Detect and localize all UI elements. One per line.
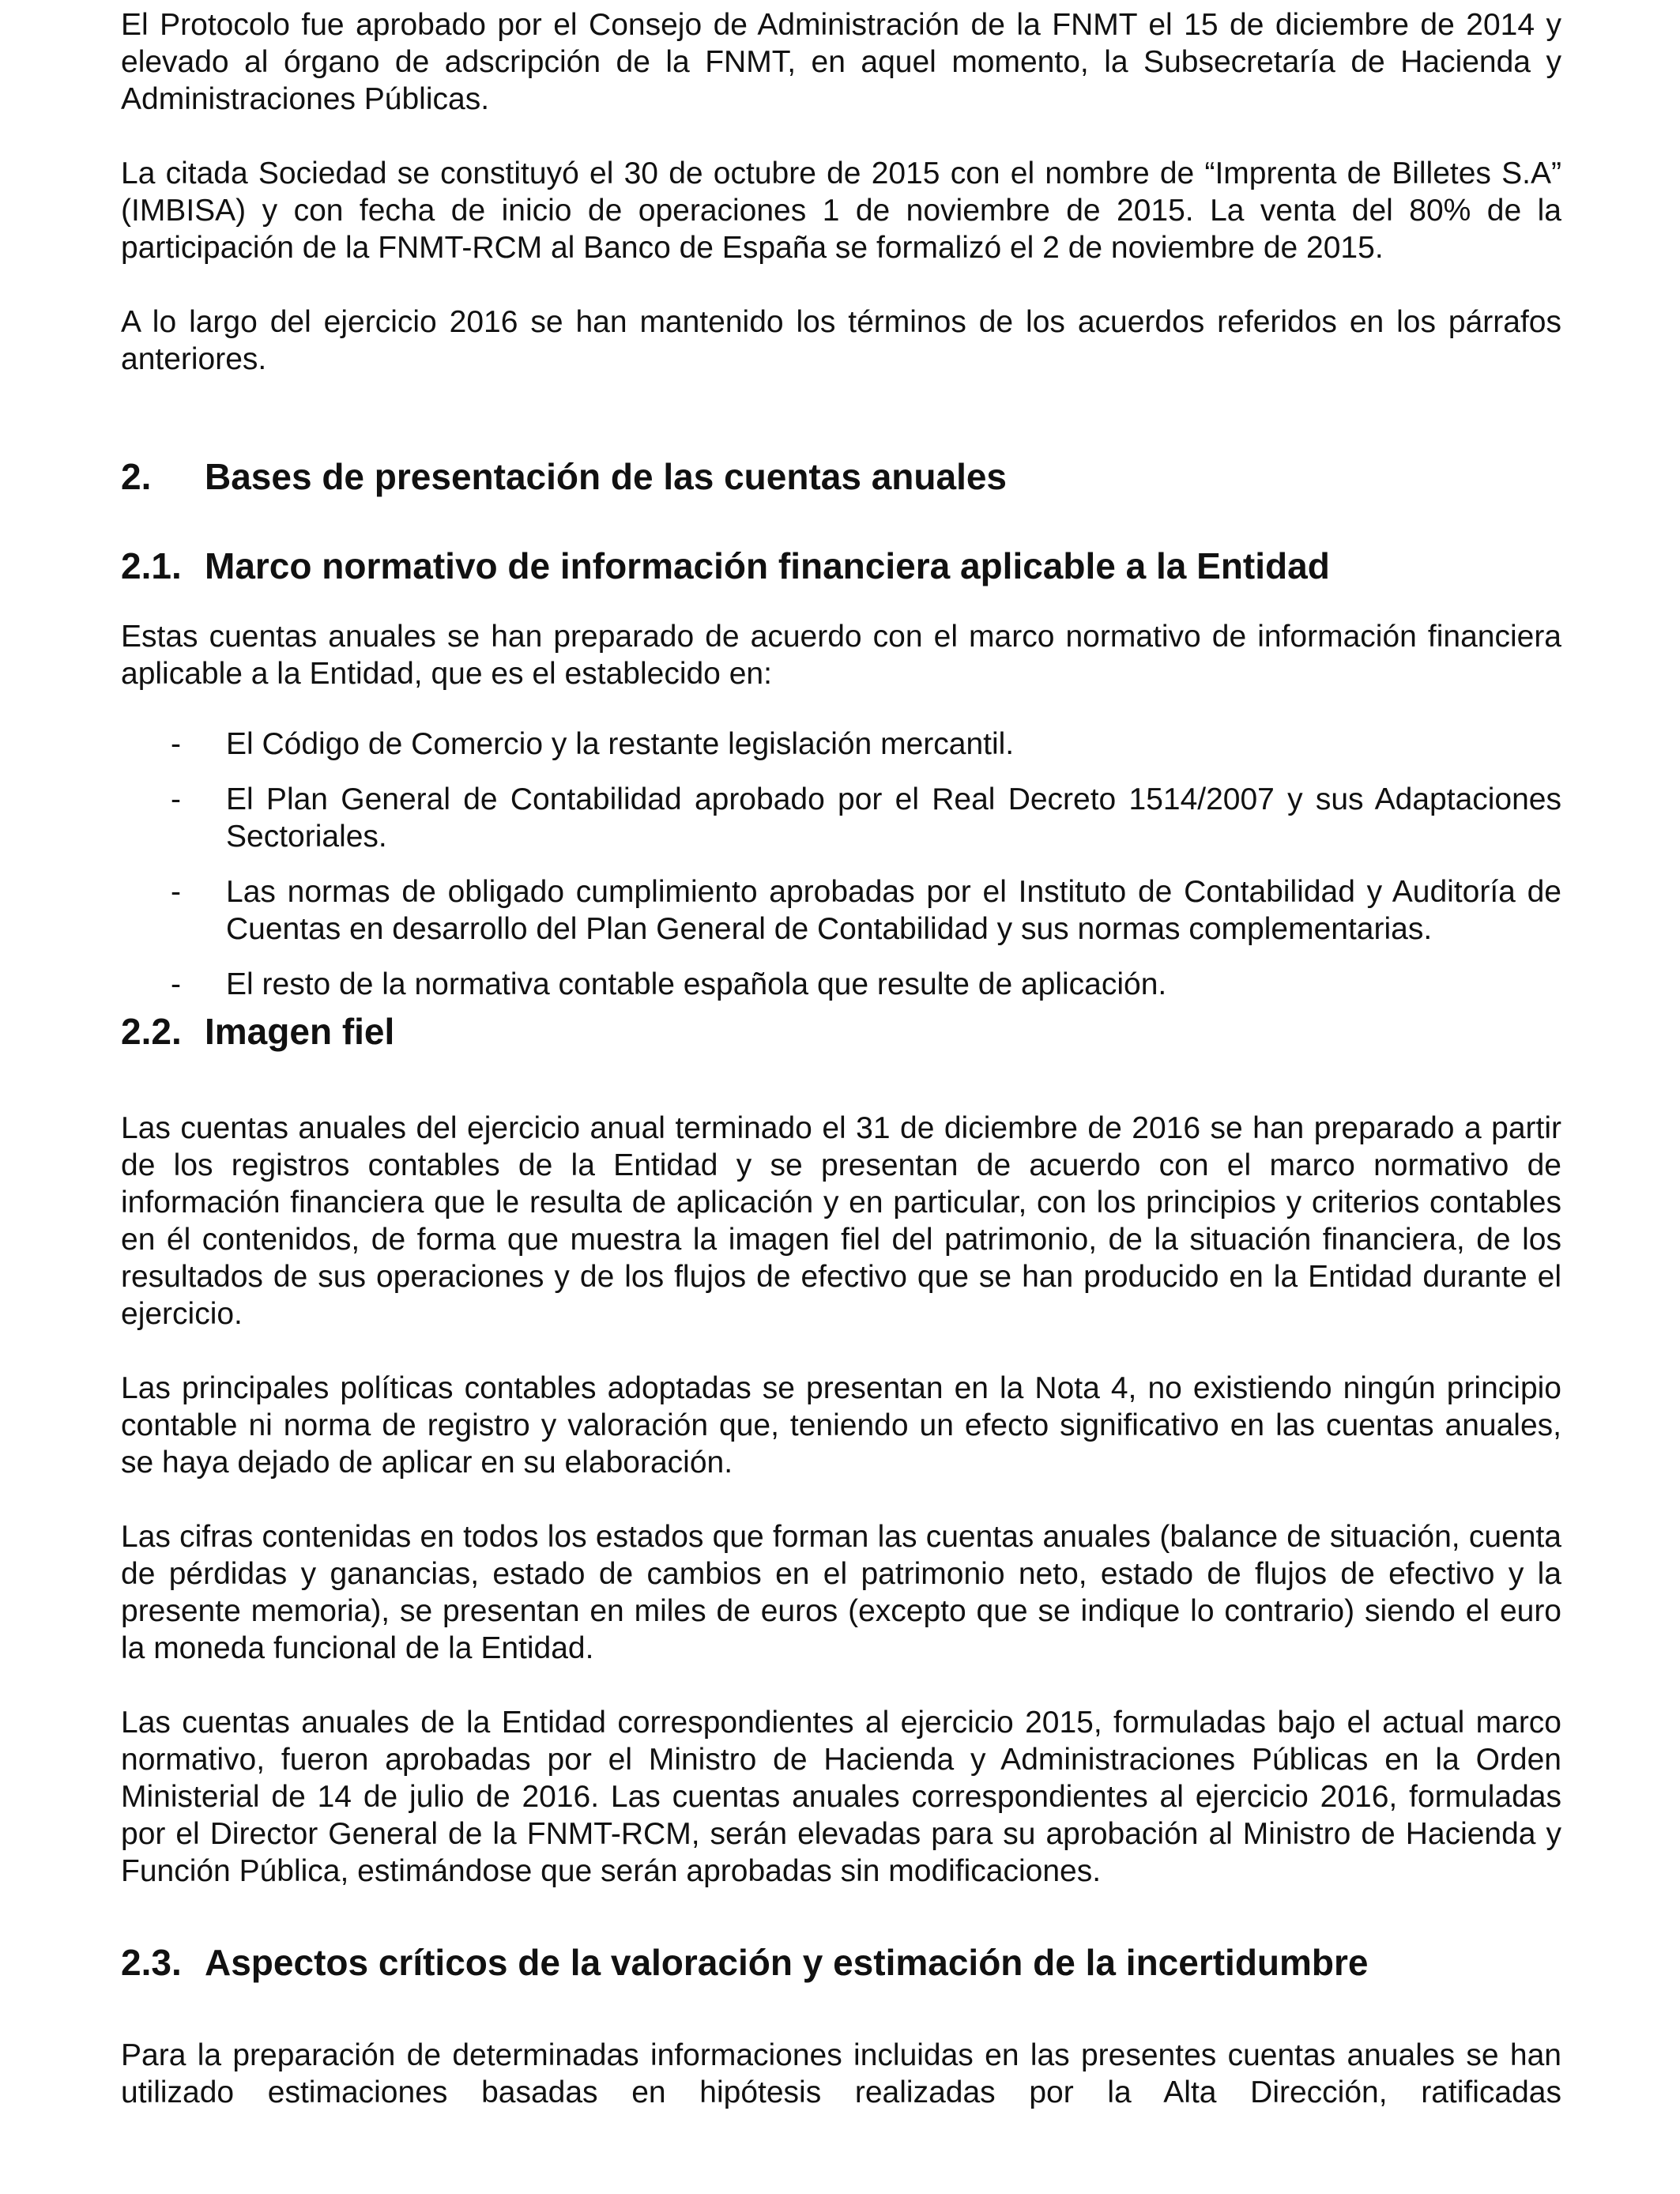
dash-bullet: - <box>171 727 181 761</box>
section-title: Imagen fiel <box>205 1011 395 1052</box>
paragraph-imagen-fiel-4: Las cuentas anuales de la Entidad correspondientes al ejercicio 2015, formuladas bajo el actual marco normativo, fueron aprobadas por el Ministro de Hacienda y Administraciones Públicas en la Orden Ministerial de 14 de julio de 2016. Las cuentas anuales correspondientes al ejercicio 2016, formuladas por el Director General de la FNMT-RCM, serán elevadas para su aprobación al Ministro de Hacienda y Función Pública, estimándose que serán aprobadas sin modificaciones. <box>121 1706 1561 1888</box>
paragraph-imagen-fiel-2: Las principales políticas contables adoptadas se presentan en la Nota 4, no existiendo ningún principio contable ni norma de registro y valoración que, teniendo un efecto significativo en las cuentas anuales, se haya dejado de aplicar en su elaboración. <box>121 1371 1561 1480</box>
dash-bullet: - <box>171 967 181 1001</box>
list-item-text: Las normas de obligado cumplimiento aprobadas por el Instituto de Contabilidad y Auditoría de Cuentas en desarrollo del Plan General de Contabilidad y sus normas complementarias. <box>226 875 1561 946</box>
section-number: 2.3. <box>121 1942 182 1983</box>
document-page <box>121 6 1561 2111</box>
section-title: Aspectos críticos de la valoración y estimación de la incertidumbre <box>205 1942 1369 1983</box>
dash-bullet: - <box>171 875 181 909</box>
paragraph-estimaciones: Para la preparación de determinadas informaciones incluidas en las presentes cuentas anuales se han utilizado estimaciones basadas en hipótesis realizadas por la Alta Dirección, ratificadas <box>121 2038 1561 2109</box>
dash-bullet: - <box>171 782 181 816</box>
paragraph-ejercicio-2016: A lo largo del ejercicio 2016 se han mantenido los términos de los acuerdos referidos en los párrafos anteriores. <box>121 305 1561 376</box>
paragraph-imagen-fiel-3: Las cifras contenidas en todos los estados que forman las cuentas anuales (balance de situación, cuenta de pérdidas y ganancias, estado de cambios en el patrimonio neto, estado de flujos de efectivo y la presente memoria), se presentan en miles de euros (excepto que se indique lo contrario) siendo el euro la moneda funcional de la Entidad. <box>121 1520 1561 1665</box>
list-item-text: El Plan General de Contabilidad aprobado por el Real Decreto 1514/2007 y sus Adaptaciones Sectoriales. <box>226 782 1561 854</box>
list-item <box>121 873 1561 948</box>
section-number: 2. <box>121 456 152 497</box>
normativa-list <box>121 726 1561 1003</box>
paragraph-marco-intro: Estas cuentas anuales se han preparado de acuerdo con el marco normativo de información financiera aplicable a la Entidad, que es el establecido en: <box>121 620 1561 691</box>
section-heading-2 <box>121 454 1561 499</box>
paragraph-sociedad: La citada Sociedad se constituyó el 30 de octubre de 2015 con el nombre de “Imprenta de Billetes S.A” (IMBISA) y con fecha de inicio de operaciones 1 de noviembre de 2015. La venta del 80% de la participación de la FNMT-RCM al Banco de España se formalizó el 2 de noviembre de 2015. <box>121 156 1561 265</box>
paragraph-protocolo: El Protocolo fue aprobado por el Consejo de Administración de la FNMT el 15 de diciembre de 2014 y elevado al órgano de adscripción de la FNMT, en aquel momento, la Subsecretaría de Hacienda y Administraciones Públicas. <box>121 8 1561 116</box>
section-heading-2-3 <box>121 1940 1561 1985</box>
section-heading-2-1 <box>121 544 1561 588</box>
section-title: Marco normativo de información financiera aplicable a la Entidad <box>205 545 1330 586</box>
section-title: Bases de presentación de las cuentas anuales <box>205 456 1008 497</box>
section-heading-2-2 <box>121 1009 1561 1054</box>
section-number: 2.1. <box>121 545 182 586</box>
list-item <box>121 726 1561 763</box>
paragraph-imagen-fiel-1: Las cuentas anuales del ejercicio anual terminado el 31 de diciembre de 2016 se han preparado a partir de los registros contables de la Entidad y se presentan de acuerdo con el marco normativo de información financiera que le resulta de aplicación y en particular, con los principios y criterios contables en él contenidos, de forma que muestra la imagen fiel del patrimonio, de la situación financiera, de los resultados de sus operaciones y de los flujos de efectivo que se han producido en la Entidad durante el ejercicio. <box>121 1111 1561 1331</box>
section-number: 2.2. <box>121 1011 182 1052</box>
list-item-text: El resto de la normativa contable española que resulte de aplicación. <box>226 967 1167 1001</box>
list-item-text: El Código de Comercio y la restante legislación mercantil. <box>226 727 1015 761</box>
list-item <box>121 966 1561 1003</box>
list-item <box>121 781 1561 855</box>
